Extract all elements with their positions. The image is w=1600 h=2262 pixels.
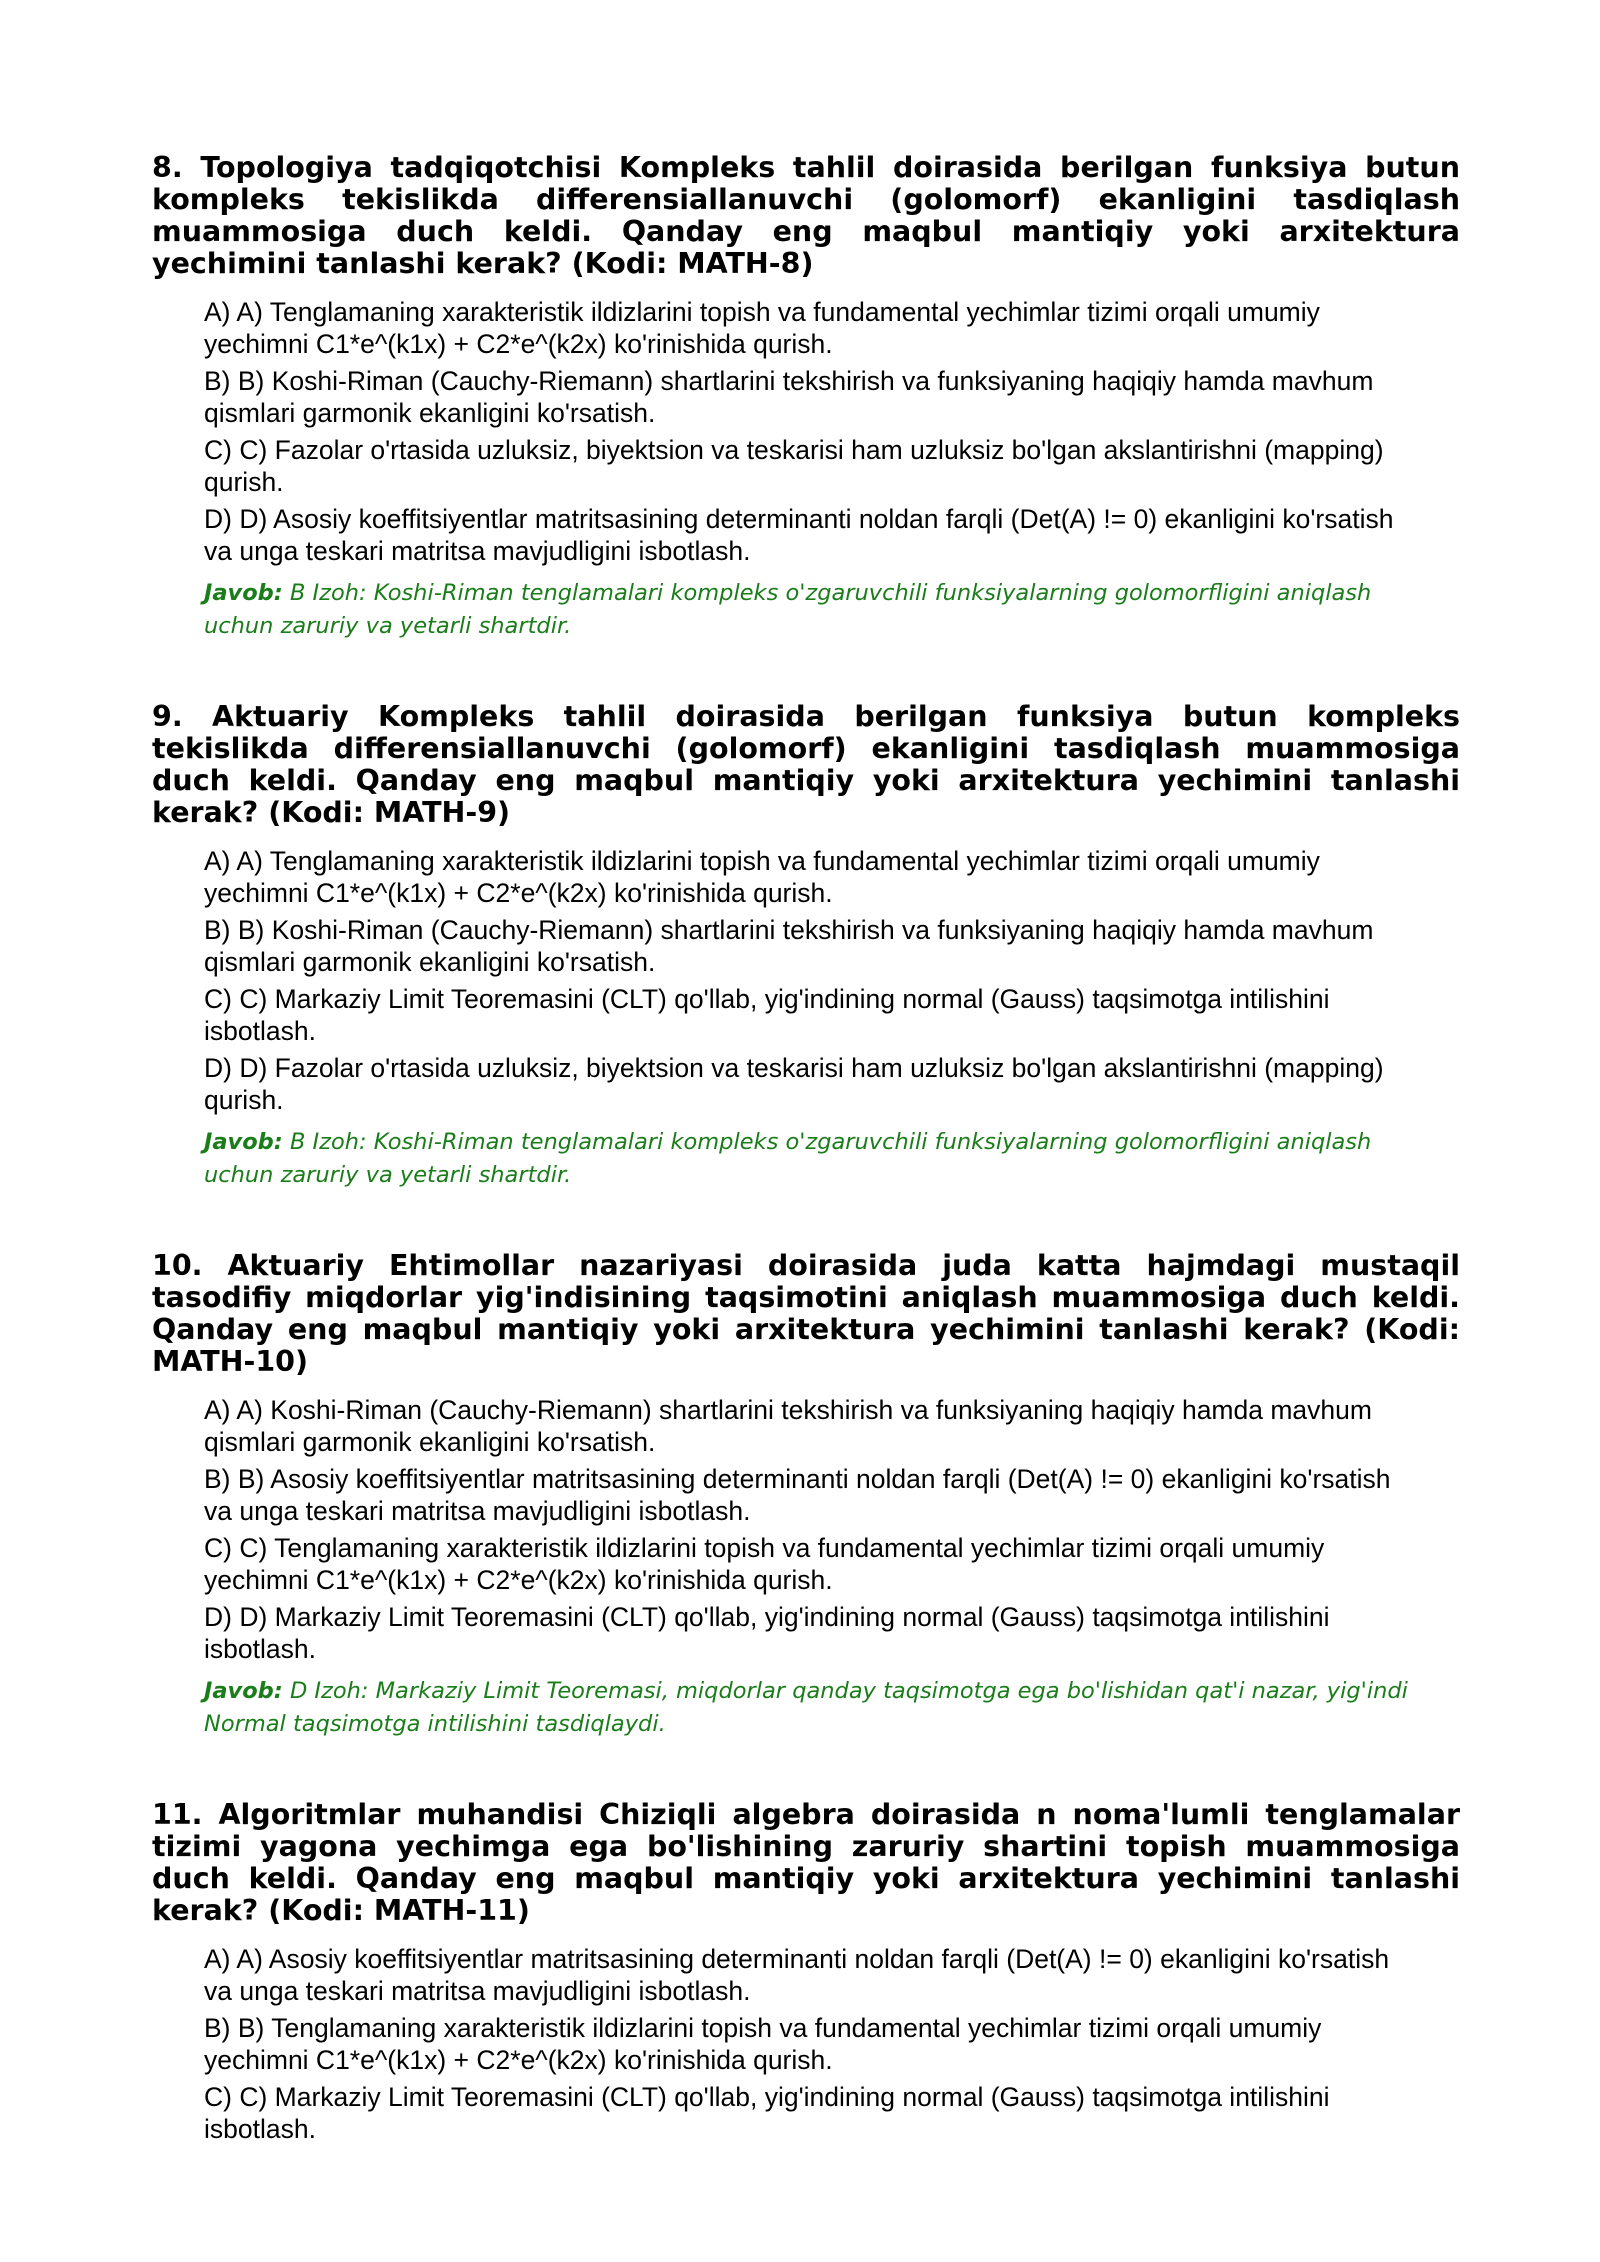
question-10: [152, 1250, 1460, 1741]
option-d: D) D) Markaziy Limit Teoremasini (CLT) qo'llab, yig'indining normal (Gauss) taqsimotga intilishini isbotlash.: [204, 1602, 1330, 1664]
option-a: A) A) Tenglamaning xarakteristik ildizlarini topish va fundamental yechimlar tizimi orqali umumiy yechimni C1*e^(k1x) + C2*e^(k2x) ko'rinishida qurish.: [204, 297, 1320, 359]
question-title: 11. Algoritmlar muhandisi Chiziqli algebra doirasida n noma'lumli tenglamalar tizimi yagona yechimga ega bo'lishining zaruriy shartini topish muammosiga duch keldi. Qanday eng maqbul mantiqiy yoki arxitektura yechimini tanlashi kerak? (Kodi: MATH-11): [152, 1798, 1460, 1927]
option-b: B) B) Koshi-Riman (Cauchy-Riemann) shartlarini tekshirish va funksiyaning haqiqiy hamda mavhum qismlari garmonik ekanligini ko'rsatish.: [204, 915, 1374, 977]
option-a: A) A) Koshi-Riman (Cauchy-Riemann) shartlarini tekshirish va funksiyaning haqiqiy hamda mavhum qismlari garmonik ekanligini ko'rsatish.: [204, 1395, 1372, 1457]
option-b: B) B) Koshi-Riman (Cauchy-Riemann) shartlarini tekshirish va funksiyaning haqiqiy hamda mavhum qismlari garmonik ekanligini ko'rsatish.: [204, 366, 1374, 428]
question-11: [152, 1799, 1460, 2145]
option-list: [204, 845, 1460, 1192]
option-b: B) B) Tenglamaning xarakteristik ildizlarini topish va fundamental yechimlar tizimi orqali umumiy yechimni C1*e^(k1x) + C2*e^(k2x) ko'rinishida qurish.: [204, 2013, 1322, 2075]
answer-label: Javob:: [204, 1678, 283, 1704]
option-list: [204, 1943, 1460, 2145]
answer: [204, 1675, 1420, 1741]
answer: [204, 577, 1420, 643]
answer-text: B Izoh: Koshi-Riman tenglamalari kompleks o'zgaruvchili funksiyalarning golomorfligini aniqlash uchun zaruriy va yetarli shartdir.: [204, 580, 1372, 639]
option-d: D) D) Asosiy koeffitsiyentlar matritsasining determinanti noldan farqli (Det(A) != 0) ekanligini ko'rsatish va unga teskari matritsa mavjudligini isbotlash.: [204, 504, 1394, 566]
question-8: [152, 152, 1460, 643]
answer-label: Javob:: [204, 580, 283, 606]
option-d: D) D) Fazolar o'rtasida uzluksiz, biyektsion va teskarisi ham uzluksiz bo'lgan akslantirishni (mapping) qurish.: [204, 1053, 1384, 1115]
option-c: C) C) Tenglamaning xarakteristik ildizlarini topish va fundamental yechimlar tizimi orqali umumiy yechimni C1*e^(k1x) + C2*e^(k2x) ko'rinishida qurish.: [204, 1533, 1325, 1595]
option-c: C) C) Fazolar o'rtasida uzluksiz, biyektsion va teskarisi ham uzluksiz bo'lgan akslantirishni (mapping) qurish.: [204, 435, 1384, 497]
answer: [204, 1126, 1420, 1192]
question-title: 8. Topologiya tadqiqotchisi Kompleks tahlil doirasida berilgan funksiya butun kompleks tekislikda differensiallanuvchi (golomorf) ekanligini tasdiqlash muammosiga duch keldi. Qanday eng maqbul mantiqiy yoki arxitektura yechimini tanlashi kerak? (Kodi: MATH-8): [152, 151, 1460, 280]
answer-text: D Izoh: Markaziy Limit Teoremasi, miqdorlar qanday taqsimotga ega bo'lishidan qat'i nazar, yig'indi Normal taqsimotga intilishini tasdiqlaydi.: [204, 1678, 1408, 1737]
option-c: C) C) Markaziy Limit Teoremasini (CLT) qo'llab, yig'indining normal (Gauss) taqsimotga intilishini isbotlash.: [204, 984, 1330, 1046]
option-c: C) C) Markaziy Limit Teoremasini (CLT) qo'llab, yig'indining normal (Gauss) taqsimotga intilishini isbotlash.: [204, 2082, 1330, 2144]
answer-label: Javob:: [204, 1129, 283, 1155]
question-9: [152, 701, 1460, 1192]
document-page: [152, 152, 1460, 2203]
option-list: [204, 1394, 1460, 1741]
option-b: B) B) Asosiy koeffitsiyentlar matritsasining determinanti noldan farqli (Det(A) != 0) ekanligini ko'rsatish va unga teskari matritsa mavjudligini isbotlash.: [204, 1464, 1391, 1526]
option-list: [204, 296, 1460, 643]
option-a: A) A) Asosiy koeffitsiyentlar matritsasining determinanti noldan farqli (Det(A) != 0) ekanligini ko'rsatish va unga teskari matritsa mavjudligini isbotlash.: [204, 1944, 1390, 2006]
question-title: 10. Aktuariy Ehtimollar nazariyasi doirasida juda katta hajmdagi mustaqil tasodifiy miqdorlar yig'indisining taqsimotini aniqlash muammosiga duch keldi. Qanday eng maqbul mantiqiy yoki arxitektura yechimini tanlashi kerak? (Kodi: MATH-10): [152, 1249, 1460, 1378]
option-a: A) A) Tenglamaning xarakteristik ildizlarini topish va fundamental yechimlar tizimi orqali umumiy yechimni C1*e^(k1x) + C2*e^(k2x) ko'rinishida qurish.: [204, 846, 1320, 908]
answer-text: B Izoh: Koshi-Riman tenglamalari kompleks o'zgaruvchili funksiyalarning golomorfligini aniqlash uchun zaruriy va yetarli shartdir.: [204, 1129, 1372, 1188]
question-title: 9. Aktuariy Kompleks tahlil doirasida berilgan funksiya butun kompleks tekislikda differensiallanuvchi (golomorf) ekanligini tasdiqlash muammosiga duch keldi. Qanday eng maqbul mantiqiy yoki arxitektura yechimini tanlashi kerak? (Kodi: MATH-9): [152, 700, 1460, 829]
